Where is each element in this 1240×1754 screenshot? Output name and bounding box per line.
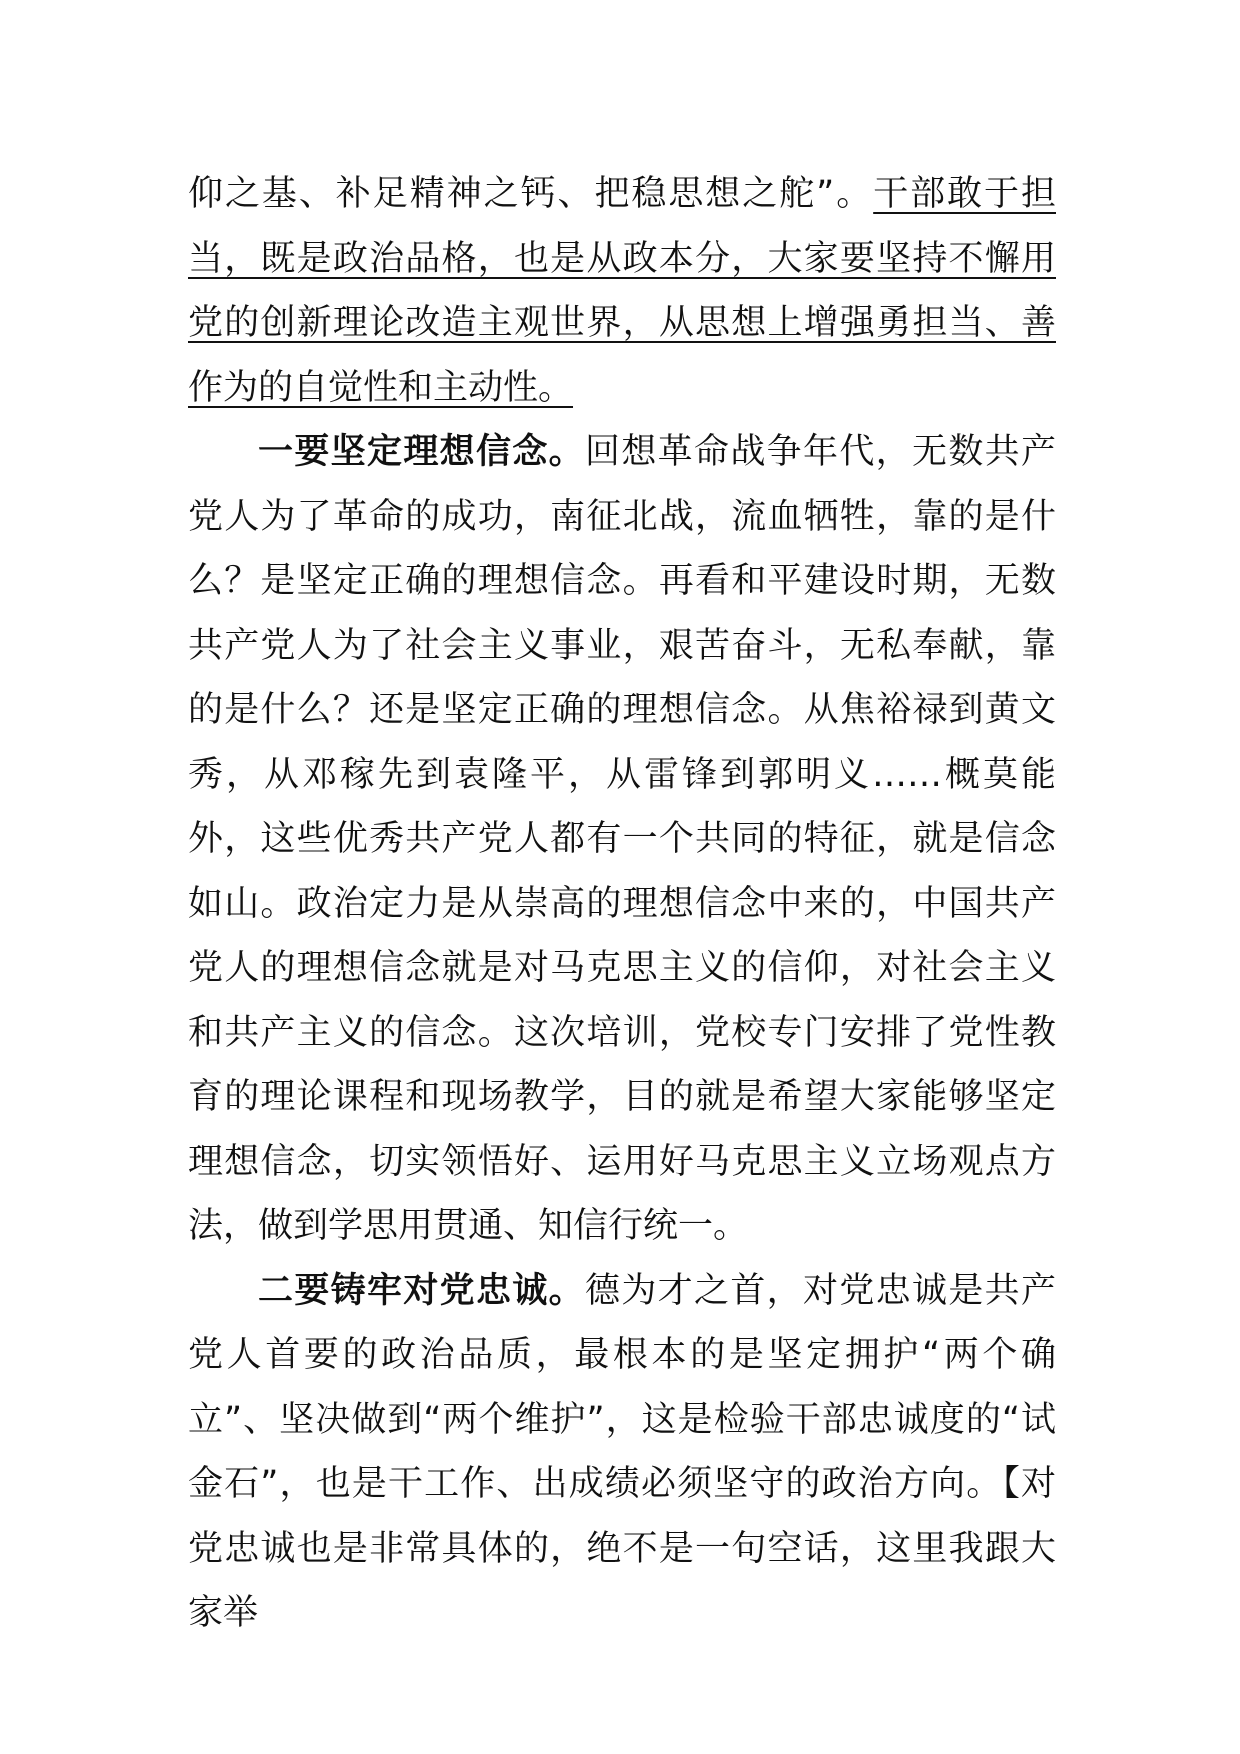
paragraph-loyalty (188, 1259, 1056, 1646)
paragraph-text: 德为才之首，对党忠诚是共产党人首要的政治品质，最根本的是坚定拥护“两个确立”、坚决做到“两个维护”，这是检验干部忠诚度的“试金石”，也是干工作、出成绩必须坚守的政治方向。【对党忠诚也是非常具体的，绝不是一句空话，这里我跟大家举 (188, 1270, 1056, 1633)
paragraph-ideals (188, 420, 1056, 1259)
section-heading: 一要坚定理想信念。 (258, 432, 585, 472)
paragraph-text: 回想革命战争年代，无数共产党人为了革命的成功，南征北战，流血牺牲，靠的是什么？是坚定正确的理想信念。再看和平建设时期，无数共产党人为了社会主义事业，艰苦奋斗，无私奉献，靠的是什么？还是坚定正确的理想信念。从焦裕禄到黄文秀，从邓稼先到袁隆平，从雷锋到郭明义……概莫能外，这些优秀共产党人都有一个共同的特征，就是信念如山。政治定力是从崇高的理想信念中来的，中国共产党人的理想信念就是对马克思主义的信仰，对社会主义和共产主义的信念。这次培训，党校专门安排了党性教育的理论课程和现场教学，目的就是希望大家能够坚定理想信念，切实领悟好、运用好马克思主义立场观点方法，做到学思用贯通、知信行统一。 (188, 432, 1056, 1246)
document-page (188, 162, 1056, 1646)
underlined-text: 干部敢于担当，既是政治品格，也是从政本分，大家要坚持不懈用党的创新理论改造主观世界，从思想上增强勇担当、善作为的自觉性和主动性。 (188, 174, 1056, 408)
section-heading: 二要铸牢对党忠诚。 (258, 1270, 585, 1311)
paragraph-intro (188, 162, 1056, 420)
paragraph-text: 仰之基、补足精神之钙、把稳思想之舵”。 (188, 174, 874, 214)
